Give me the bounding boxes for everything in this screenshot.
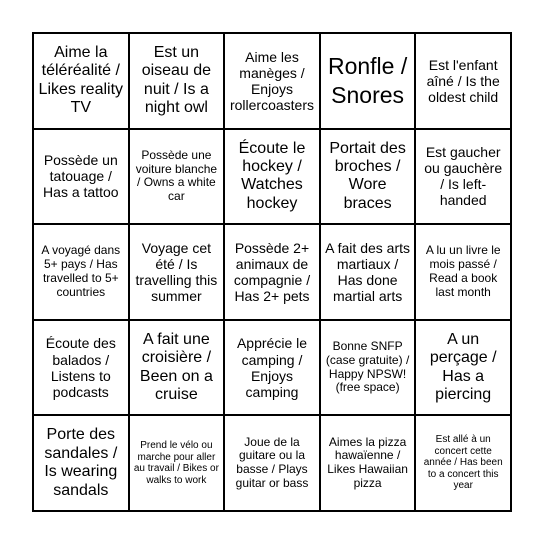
bingo-cell-free-space[interactable]: Bonne SNFP (case gratuite) / Happy NPSW! (free space) [320,320,416,416]
bingo-cell[interactable]: Possède un tatouage / Has a tattoo [33,129,129,225]
bingo-cell[interactable]: A voyagé dans 5+ pays / Has travelled to 5+ countries [33,224,129,320]
bingo-cell[interactable]: Aime les manèges / Enjoys rollercoasters [224,33,320,129]
bingo-cell[interactable]: Écoute le hockey / Watches hockey [224,129,320,225]
bingo-cell[interactable]: Est allé à un concert cette année / Has been to a concert this year [415,415,511,511]
bingo-cell[interactable]: A un perçage / Has a piercing [415,320,511,416]
bingo-cell[interactable]: Possède une voiture blanche / Owns a white car [129,129,225,225]
bingo-cell[interactable]: A fait une croisière / Been on a cruise [129,320,225,416]
bingo-cell[interactable]: Est un oiseau de nuit / Is a night owl [129,33,225,129]
bingo-board [32,32,512,512]
bingo-cell[interactable]: Écoute des balados / Listens to podcasts [33,320,129,416]
bingo-cell[interactable]: A fait des arts martiaux / Has done martial arts [320,224,416,320]
bingo-cell[interactable]: Aime la téléréalité / Likes reality TV [33,33,129,129]
bingo-cell[interactable]: Apprécie le camping / Enjoys camping [224,320,320,416]
bingo-cell[interactable]: Portait des broches / Wore braces [320,129,416,225]
bingo-cell[interactable]: Aimes la pizza hawaïenne / Likes Hawaiian pizza [320,415,416,511]
bingo-cell[interactable]: Possède 2+ animaux de compagnie / Has 2+ pets [224,224,320,320]
bingo-cell[interactable]: Prend le vélo ou marche pour aller au travail / Bikes or walks to work [129,415,225,511]
bingo-cell[interactable]: Est gaucher ou gauchère / Is left-handed [415,129,511,225]
bingo-cell[interactable]: Voyage cet été / Is travelling this summer [129,224,225,320]
bingo-cell[interactable]: Porte des sandales / Is wearing sandals [33,415,129,511]
bingo-cell[interactable]: Ronfle / Snores [320,33,416,129]
bingo-cell[interactable]: A lu un livre le mois passé / Read a book last month [415,224,511,320]
bingo-cell[interactable]: Joue de la guitare ou la basse / Plays guitar or bass [224,415,320,511]
bingo-cell[interactable]: Est l'enfant aîné / Is the oldest child [415,33,511,129]
